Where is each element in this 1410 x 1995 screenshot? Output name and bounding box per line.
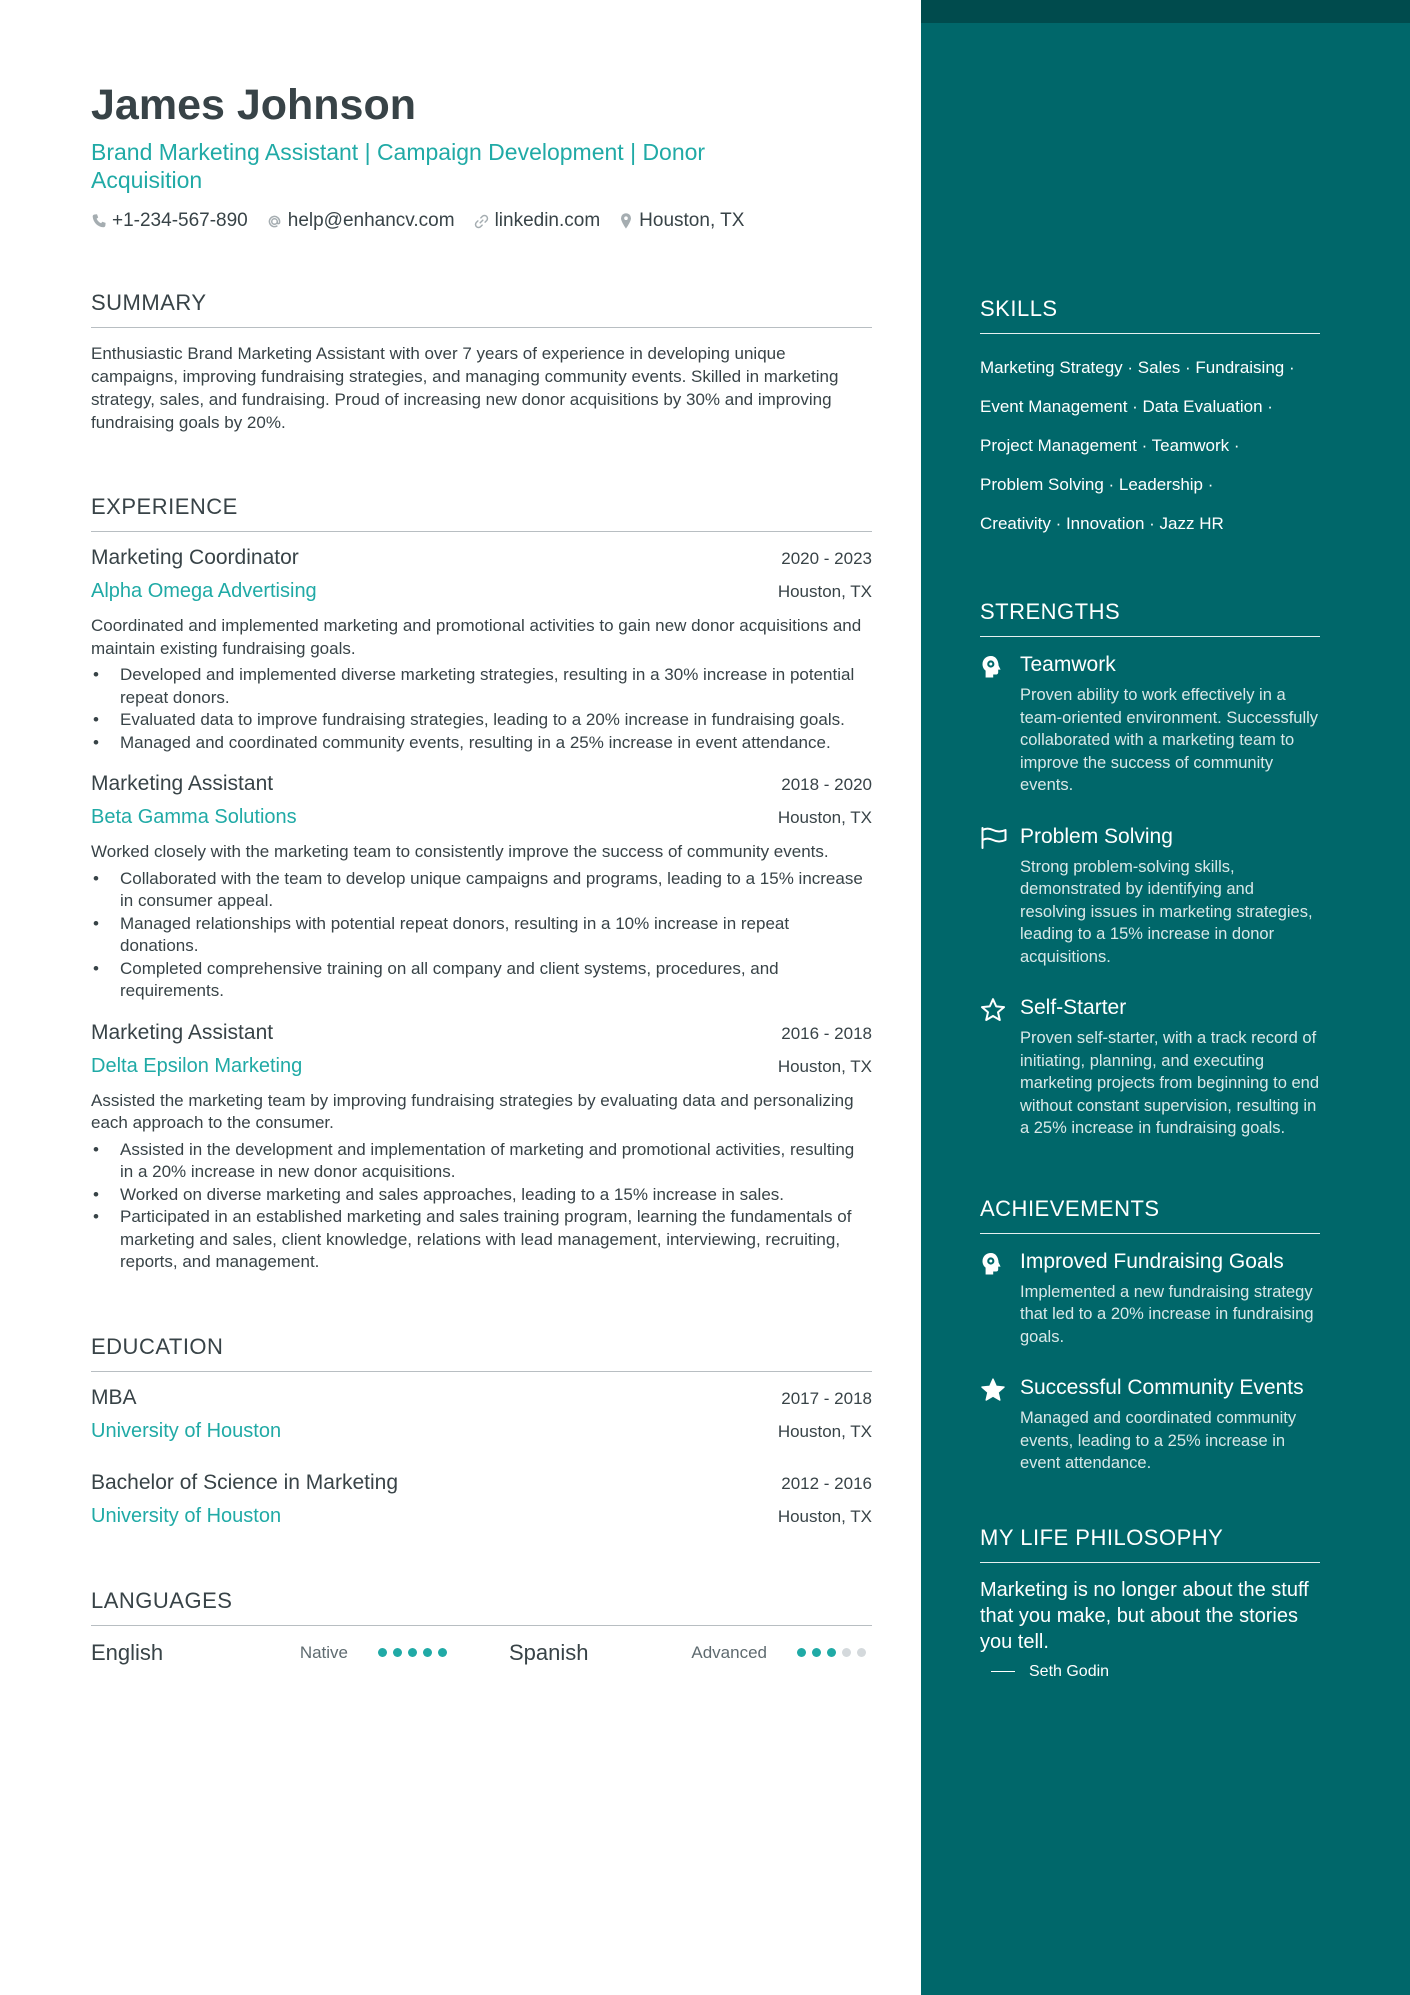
job-bullet: • Participated in an established marketing and sales training program, learning the fundamentals of marketing and sales, client knowledge, relations with lead management, interviewing, recruiting, reports, and management. [91,1206,872,1274]
strength-text: Strong problem-solving skills, demonstrated by identifying and resolving issues in marketing strategies, leading to a 15% increase in donor acquisitions. [1020,857,1313,966]
rating-dot-filled [812,1648,821,1657]
skill-line: Marketing Strategy · Sales · Fundraising · [980,358,1295,377]
education-location: Houston, TX [777,1421,872,1441]
job-role: Marketing Assistant [91,1020,274,1044]
education-location: Houston, TX [777,1506,872,1526]
achievements-section [980,1196,1320,1475]
skill-line: Event Management · Data Evaluation · [980,397,1273,416]
achievement-title: Improved Fundraising Goals [1020,1249,1284,1273]
language-level: Native [299,1642,348,1662]
job-bullet: • Managed and coordinated community events, resulting in a 25% increase in event attendance. [91,732,872,755]
education-heading: EDUCATION [91,1334,872,1372]
job-description: Coordinated and implemented marketing and promotional activities to gain new donor acquisitions and maintain existing fundraising goals. [91,616,862,658]
language-item [91,1640,453,1666]
job-bullets [91,868,872,1003]
degree-name: MBA [91,1385,137,1409]
job-bullet: • Managed relationships with potential repeat donors, resulting in a 10% increase in repeat donations. [91,913,872,958]
candidate-title: Brand Marketing Assistant | Campaign Development | Donor Acquisition [91,139,706,193]
rating-dot-filled [797,1648,806,1657]
school-name[interactable]: University of Houston [91,1504,282,1527]
rating-dot-empty [842,1648,851,1657]
link-icon [473,213,490,230]
strength-item [980,651,1320,797]
strength-text: Proven self-starter, with a track record of initiating, planning, and executing marketing projects from beginning to end without constant supervision, resulting in a 25% increase in fundraising goals. [1020,1029,1319,1137]
strengths-heading: STRENGTHS [980,599,1320,637]
school-name[interactable]: University of Houston [91,1419,282,1442]
language-name: English [91,1639,164,1665]
candidate-name: James Johnson [91,81,416,129]
linkedin-text: linkedin.com [494,210,601,231]
degree-name: Bachelor of Science in Marketing [91,1470,398,1494]
job-description: Assisted the marketing team by improving fundraising strategies by evaluating data and personalizing each approach to the consumer. [91,1090,854,1132]
summary-text: Enthusiastic Brand Marketing Assistant with over 7 years of experience in developing unique campaigns, improving fundraising strategies, and managing community events. Skilled in marketing strategy, sales, and fundraising. Proud of increasing new donor acquisitions by 30% and improving fundraising goals by 20%. [91,344,839,432]
job-role: Marketing Coordinator [91,546,299,569]
job-bullet: • Evaluated data to improve fundraising strategies, leading to a 20% increase in fundraising goals. [91,709,872,732]
skill-line: Creativity · Innovation · Jazz HR [980,514,1224,533]
language-name: Spanish [509,1639,589,1665]
summary-heading: SUMMARY [91,290,872,328]
skill-line: Project Management · Teamwork · [980,436,1240,455]
contact-linkedin[interactable] [473,210,601,232]
strength-item [980,994,1320,1140]
job-location: Houston, TX [777,1056,872,1076]
experience-section [91,494,872,1274]
skills-section [980,296,1320,543]
achievement-item [980,1248,1320,1349]
language-item [509,1640,872,1666]
job-entry [91,546,872,754]
phone-text: +1-234-567-890 [112,210,248,231]
at-icon [266,213,283,230]
job-bullet: • Collaborated with the team to develop unique campaigns and programs, leading to a 15% increase in consumer appeal. [91,868,872,913]
strengths-section [980,599,1320,1140]
job-bullet: • Completed comprehensive training on all company and client systems, procedures, and requirements. [91,958,872,1003]
language-rating [378,1648,453,1657]
contact-location [618,210,744,232]
rating-dot-filled [438,1648,447,1657]
language-level: Advanced [691,1642,767,1662]
head-icon [980,1248,1020,1349]
achievement-item [980,1374,1320,1475]
star-filled-icon [980,1374,1020,1475]
job-bullet: • Developed and implemented diverse marketing strategies, resulting in a 30% increase in potential repeat donors. [91,664,872,709]
languages-heading: LANGUAGES [91,1588,872,1626]
job-company[interactable]: Beta Gamma Solutions [91,806,297,828]
skills-heading: SKILLS [980,296,1320,334]
job-dates: 2016 - 2018 [781,1023,872,1043]
education-dates: 2012 - 2016 [781,1473,872,1493]
education-dates: 2017 - 2018 [781,1388,872,1408]
job-dates: 2018 - 2020 [781,775,872,794]
education-entry [91,1471,872,1528]
philosophy-section [980,1525,1320,1681]
achievements-heading: ACHIEVEMENTS [980,1196,1320,1234]
summary-section [91,290,872,434]
job-description: Worked closely with the marketing team to consistently improve the success of community events. [91,842,829,861]
achievement-title: Successful Community Events [1020,1376,1304,1399]
sidebar [921,0,1410,1995]
rating-dot-filled [393,1648,402,1657]
star-outline-icon [980,994,1020,1140]
job-location: Houston, TX [777,808,872,827]
job-company[interactable]: Alpha Omega Advertising [91,580,317,602]
contact-phone[interactable] [91,210,248,232]
skill-line: Problem Solving · Leadership · [980,475,1214,494]
job-company[interactable]: Delta Epsilon Marketing [91,1054,303,1077]
experience-heading: EXPERIENCE [91,494,872,532]
strength-title: Problem Solving [1020,824,1173,848]
contact-email[interactable] [266,210,455,232]
job-role: Marketing Assistant [91,772,274,795]
quote-dash [991,1671,1015,1673]
quote-author [980,1663,1320,1681]
quote-author-name: Seth Godin [1029,1662,1110,1680]
job-bullet: • Assisted in the development and implementation of marketing and promotional activities, resulting in a 20% increase in new donor acquisitions. [91,1139,872,1184]
philosophy-heading: MY LIFE PHILOSOPHY [980,1525,1320,1563]
skills-list [980,348,1320,543]
location-pin-icon [618,212,634,230]
job-bullets [91,664,872,754]
email-text: help@enhancv.com [287,210,455,231]
job-bullet: • Worked on diverse marketing and sales approaches, leading to a 15% increase in sales. [91,1184,872,1207]
job-entry [91,1021,872,1274]
philosophy-quote: Marketing is no longer about the stuff that you make, but about the stories you tell. [980,1578,1309,1653]
job-entry [91,772,872,1003]
strength-text: Proven ability to work effectively in a team-oriented environment. Successfully collaborated with a marketing team to improve the success of community events. [1020,686,1319,794]
rating-dot-filled [408,1648,417,1657]
head-icon [980,651,1020,797]
job-dates: 2020 - 2023 [781,549,872,568]
achievement-text: Implemented a new fundraising strategy that led to a 20% increase in fundraising goals. [1020,1282,1314,1346]
strength-title: Self-Starter [1020,996,1127,1019]
job-location: Houston, TX [777,582,872,601]
language-rating [797,1648,872,1657]
strength-item [980,823,1320,969]
location-text: Houston, TX [639,210,745,231]
languages-section [91,1588,872,1666]
sidebar-top-band [921,0,1410,23]
education-section [91,1334,872,1528]
rating-dot-empty [857,1648,866,1657]
phone-icon [91,213,107,229]
rating-dot-filled [423,1648,432,1657]
strength-title: Teamwork [1020,653,1116,676]
rating-dot-filled [827,1648,836,1657]
achievement-text: Managed and coordinated community events, leading to a 25% increase in event attendance. [1020,1409,1297,1472]
rating-dot-filled [378,1648,387,1657]
education-entry [91,1386,872,1443]
job-bullets [91,1139,872,1274]
flag-icon [980,823,1020,969]
contact-bar [91,210,872,232]
